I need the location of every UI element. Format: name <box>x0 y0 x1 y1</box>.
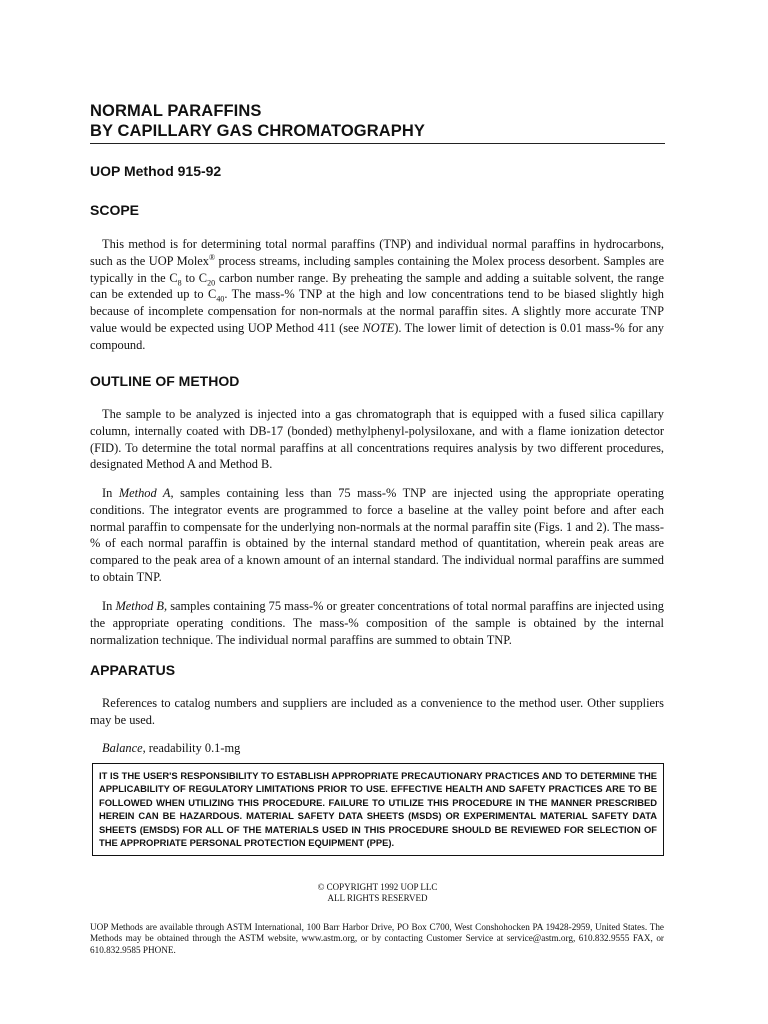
apparatus-heading: APPARATUS <box>90 662 176 678</box>
outline-paragraph-method-a: In Method A, samples containing less than 75 mass-% TNP are injected using the appropriate operating conditions. The integrator events are programmed to force a baseline at the valley point before and after each normal paraffin to compensate for the underlying non-normals at the normal paraffin site (Figs. 1 and 2). The mass-% of each normal paraffin is obtained by the internal standard method of quantitation, wherein peak areas are compared to the peak area of a known amount of an internal standard. The individual normal paraffins are summed to obtain TNP. <box>90 486 665 584</box>
method-number: UOP Method 915-92 <box>90 163 222 179</box>
outline-heading: OUTLINE OF METHOD <box>90 373 240 389</box>
copyright-notice <box>90 882 665 904</box>
outline-paragraph-1: The sample to be analyzed is injected into a gas chromatograph that is equipped with a fused silica capillary column, internally coated with DB-17 (bonded) methylphenyl-polysiloxane, and with a flame ionization detector (FID). To determine the total normal paraffins at all concentrations requires analysis by two different procedures, designated Method A and Method B. <box>90 407 664 472</box>
title-line-1: NORMAL PARAFFINS <box>90 102 262 120</box>
title-line-2: BY CAPILLARY GAS CHROMATOGRAPHY <box>90 122 425 140</box>
footer-availability-note: UOP Methods are available through ASTM International, 100 Barr Harbor Drive, PO Box C700, West Conshohocken PA 19428-2959, United States. The Methods may be obtained through the ASTM website, www.astm.org, or by contacting Customer Service at service@astm.org, 610.832.9555 FAX, or 610.832.9585 PHONE. <box>90 922 664 955</box>
balance-item: Balance, readability 0.1-mg <box>102 741 241 755</box>
copyright-line-1: © COPYRIGHT 1992 UOP LLC <box>317 882 438 892</box>
document-title <box>90 101 665 144</box>
copyright-line-2: ALL RIGHTS RESERVED <box>327 893 428 903</box>
safety-warning-box: IT IS THE USER'S RESPONSIBILITY TO ESTABLISH APPROPRIATE PRECAUTIONARY PRACTICES AND TO DETERMINE THE APPLICABILITY OF REGULATORY LIMITATIONS PRIOR TO USE. EFFECTIVE HEALTH AND SAFETY PRACTICES ARE TO BE FOLLOWED WHEN UTILIZING THIS PROCEDURE. FAILURE TO UTILIZE THIS PROCEDURE IN THE MANNER PRESCRIBED HEREIN CAN BE HAZARDOUS. MATERIAL SAFETY DATA SHEETS (MSDS) OR EXPERIMENTAL MATERIAL SAFETY DATA SHEETS (EMSDS) FOR ALL OF THE MATERIALS USED IN THIS PROCEDURE SHOULD BE REVIEWED FOR SELECTION OF THE APPROPRIATE PERSONAL PROTECTION EQUIPMENT (PPE). <box>92 763 664 856</box>
apparatus-paragraph: References to catalog numbers and suppliers are included as a convenience to the method user. Other suppliers may be used. <box>90 696 664 727</box>
scope-paragraph: This method is for determining total normal paraffins (TNP) and individual normal paraffins in hydrocarbons, such as the UOP Molex® process streams, including samples containing the Molex process desorbent. Samples are typically in the $C_8$ to $C_{20}$ carbon number range. By preheating the sample and adding a suitable solvent, the range can be extended up to $C_{40}$. The mass-% TNP at the high and low concentrations tend to be biased slightly high because of incomplete compensation for non-normals at the normal paraffin sites. A slightly more accurate TNP value would be expected using UOP Method 411 (see NOTE). The lower limit of detection is 0.01 mass-% for any compound. <box>90 237 664 352</box>
outline-paragraph-method-b: In Method B, samples containing 75 mass-% or greater concentrations of total normal paraffins are injected using the appropriate operating conditions. The mass-% composition of the sample is obtained by the internal normalization technique. The individual normal paraffins are summed to obtain TNP. <box>90 599 664 647</box>
scope-heading: SCOPE <box>90 202 140 218</box>
